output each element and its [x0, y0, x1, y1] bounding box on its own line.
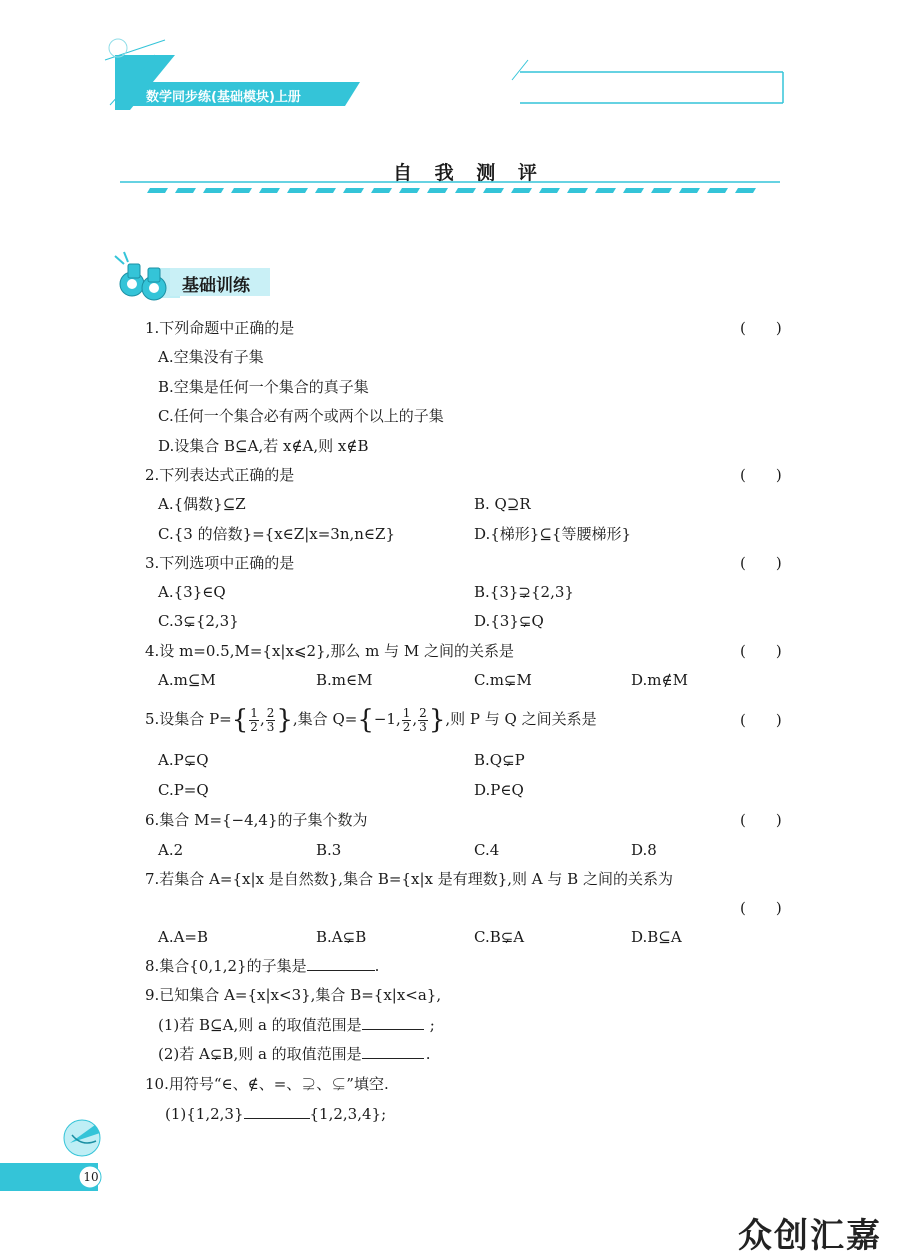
answer-paren-1: ( )	[740, 319, 782, 337]
question-8	[145, 956, 379, 976]
q9-sub-1	[158, 1015, 435, 1035]
q7-option-d: D.B⊆A	[631, 928, 682, 946]
answer-blank[interactable]	[362, 1044, 424, 1059]
q9-sub1-end: ;	[429, 1016, 435, 1034]
fraction: $\frac{1}{2}$	[250, 705, 258, 734]
title-underline	[120, 180, 780, 196]
q6-option-b: B.3	[316, 841, 342, 859]
q3-option-b: B.{3}⊋{2,3}	[474, 583, 574, 601]
answer-paren-5: ( )	[740, 711, 782, 729]
q9-sub-2	[158, 1044, 430, 1064]
q4-option-d: D.m∉M	[631, 671, 688, 689]
header-decoration	[0, 0, 899, 130]
brace-close: }	[428, 705, 446, 735]
fraction: $\frac{1}{2}$	[402, 705, 411, 734]
q3-option-d: D.{3}⊊Q	[474, 612, 544, 630]
q5-option-d: D.P∈Q	[474, 781, 524, 799]
q5-q-lead: −1,	[373, 710, 401, 728]
q6-option-a: A.2	[158, 841, 184, 859]
q9-sub2-end: .	[425, 1045, 431, 1063]
q7-option-a: A.A=B	[158, 928, 209, 946]
brace-open: {	[231, 705, 249, 735]
fraction: $\frac{2}{3}$	[419, 705, 427, 734]
question-10: 10.用符号“∈、∉、=、⊋、⊊”填空.	[145, 1075, 389, 1093]
q4-option-a: A.m⊆M	[158, 671, 216, 689]
q5-option-c: C.P=Q	[158, 781, 209, 799]
question-3: 3.下列选项中正确的是	[145, 554, 295, 572]
q7-option-b: B.A⊊B	[316, 928, 367, 946]
q2-option-c: C.{3 的倍数}={x∈Z|x=3n,n∈Z}	[158, 525, 395, 543]
q10-sub-1	[165, 1104, 386, 1124]
q2-option-a: A.{偶数}⊆Z	[158, 495, 246, 513]
q5-option-a: A.P⊊Q	[158, 751, 209, 769]
answer-paren-3: ( )	[740, 554, 782, 572]
q3-option-a: A.{3}∈Q	[158, 583, 226, 601]
answer-blank[interactable]	[244, 1104, 310, 1119]
answer-blank[interactable]	[307, 956, 375, 971]
q1-option-c: C.任何一个集合必有两个或两个以上的子集	[158, 407, 444, 425]
question-9: 9.已知集合 A={x|x<3},集合 B={x|x<a},	[145, 986, 442, 1004]
question-6: 6.集合 M={−4,4}的子集个数为	[145, 811, 368, 829]
answer-paren-4: ( )	[740, 642, 782, 660]
brace-close: }	[276, 705, 293, 735]
q9-sub1-text: (1)若 B⊆A,则 a 的取值范围是	[158, 1016, 362, 1034]
q9-sub2-text: (2)若 A⊊B,则 a 的取值范围是	[158, 1045, 362, 1063]
answer-paren-6: ( )	[740, 811, 782, 829]
q5-stem-b: ,集合 Q=	[292, 710, 358, 728]
q5-stem-a: 5.设集合 P=	[145, 710, 232, 728]
answer-paren-2: ( )	[740, 466, 782, 484]
q3-option-c: C.3⊊{2,3}	[158, 612, 239, 630]
answer-paren-7: ( )	[740, 899, 782, 917]
q2-option-d: D.{梯形}⊆{等腰梯形}	[474, 525, 632, 543]
q4-option-b: B.m∈M	[316, 671, 373, 689]
q8-end: .	[374, 957, 380, 975]
q2-option-b: B. Q⊇R	[474, 495, 531, 513]
q1-option-a: A.空集没有子集	[158, 348, 264, 366]
section-title: 基础训练	[182, 276, 250, 296]
book-title: 数学同步练(基础模块)上册	[146, 90, 301, 105]
q4-option-c: C.m⊊M	[474, 671, 532, 689]
q1-option-d: D.设集合 B⊆A,若 x∉A,则 x∉B	[158, 437, 369, 455]
brace-open: {	[357, 705, 374, 735]
question-2: 2.下列表达式正确的是	[145, 466, 295, 484]
question-7: 7.若集合 A={x|x 是自然数},集合 B={x|x 是有理数},则 A 与 B 之间的关系为	[145, 870, 673, 888]
page-title: 自 我 测 评	[393, 162, 545, 184]
footer-decoration	[0, 1105, 130, 1195]
page-number: 10	[83, 1170, 99, 1184]
question-5: 5.设集合 P={ $\frac{1}{2}$ , $\frac{2}{3}$ },集合 Q={−1, $\frac{1}{2}$ , $\frac{2}{3}$ },则 P 与 Q 之间关系是	[145, 705, 597, 735]
question-1: 1.下列命题中正确的是	[145, 319, 295, 337]
q10-sub1-end: {1,2,3,4};	[309, 1105, 387, 1123]
q8-stem: 8.集合{0,1,2}的子集是	[145, 957, 307, 975]
q1-option-b: B.空集是任何一个集合的真子集	[158, 378, 369, 396]
q7-option-c: C.B⊊A	[474, 928, 525, 946]
watermark: 众创汇嘉	[738, 1216, 882, 1256]
question-4: 4.设 m=0.5,M={x|x⩽2},那么 m 与 M 之间的关系是	[145, 642, 515, 660]
q10-sub1-text: (1){1,2,3}	[165, 1105, 244, 1123]
q6-option-c: C.4	[474, 841, 500, 859]
q5-stem-c: ,则 P 与 Q 之间关系是	[445, 710, 597, 728]
fraction: $\frac{2}{3}$	[266, 705, 275, 734]
answer-blank[interactable]	[362, 1015, 424, 1030]
q5-option-b: B.Q⊊P	[474, 751, 525, 769]
q6-option-d: D.8	[631, 841, 657, 859]
